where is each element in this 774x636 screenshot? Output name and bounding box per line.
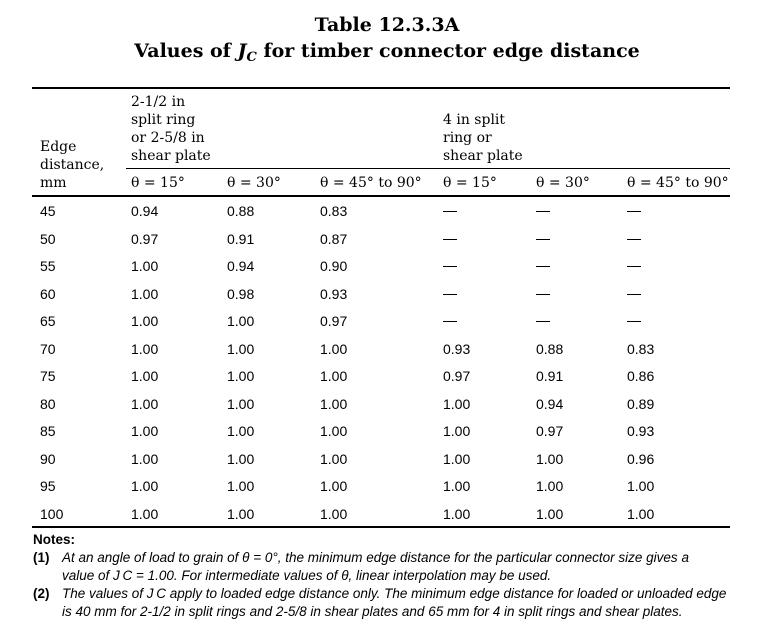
value-cell: 1.00 — [131, 285, 159, 302]
value-cell: 1.00 — [131, 505, 159, 522]
angle-header: θ = 30° — [536, 175, 590, 191]
value-cell: 1.00 — [320, 505, 348, 522]
value-cell: 1.00 — [627, 478, 655, 494]
header-line: 2-1/2 in — [131, 94, 186, 110]
edge-distance-cell: 50 — [40, 230, 56, 247]
value-cell: 0.96 — [627, 450, 655, 467]
title-symbol: J — [237, 40, 247, 62]
dash-cell — [443, 211, 457, 212]
dash-cell — [627, 239, 641, 240]
header-rule — [32, 195, 730, 197]
edge-distance-cell: 75 — [40, 368, 56, 384]
value-cell: 1.00 — [131, 368, 159, 384]
edge-distance-header — [40, 138, 104, 192]
group-rule — [126, 168, 730, 169]
value-cell: 0.90 — [320, 258, 348, 274]
value-cell: 1.00 — [227, 478, 255, 494]
value-cell: 1.00 — [443, 423, 471, 439]
value-cell: 1.00 — [320, 450, 348, 467]
title-suffix: for timber connector edge distance — [256, 40, 640, 62]
value-cell: 0.83 — [627, 340, 655, 357]
dash-cell — [627, 294, 641, 295]
header-line: mm — [40, 175, 67, 191]
edge-distance-cell: 90 — [40, 450, 56, 467]
edge-distance-cell: 100 — [40, 505, 64, 522]
value-cell: 0.97 — [131, 230, 159, 247]
edge-distance-cell: 65 — [40, 313, 56, 329]
value-cell: 1.00 — [131, 478, 159, 494]
dash-cell — [536, 294, 550, 295]
note-number: (1) — [33, 550, 50, 565]
dash-cell — [627, 266, 641, 267]
value-cell: 0.93 — [443, 340, 471, 357]
value-cell: 1.00 — [131, 258, 159, 274]
value-cell: 0.97 — [536, 423, 564, 439]
dash-cell — [443, 294, 457, 295]
value-cell: 1.00 — [227, 313, 255, 329]
table-title — [0, 40, 774, 65]
value-cell: 1.00 — [227, 340, 255, 357]
edge-distance-cell: 55 — [40, 258, 56, 274]
edge-distance-cell: 70 — [40, 340, 56, 357]
header-line: Edge — [40, 139, 77, 155]
note-number: (2) — [33, 586, 50, 601]
header-line: shear plate — [131, 148, 211, 164]
value-cell: 0.88 — [227, 203, 255, 219]
angle-header: θ = 30° — [227, 175, 281, 191]
note-text: The values of J C apply to loaded edge distance only. The minimum edge distance for loaded or unloaded edge — [62, 586, 727, 601]
angle-header: θ = 45° to 90° — [627, 175, 729, 191]
value-cell: 0.88 — [536, 340, 564, 357]
angle-header: θ = 15° — [131, 175, 185, 191]
value-cell: 1.00 — [227, 505, 255, 522]
value-cell: 0.91 — [536, 368, 564, 384]
header-line: shear plate — [443, 148, 523, 164]
value-cell: 0.97 — [320, 313, 348, 329]
value-cell: 1.00 — [227, 423, 255, 439]
dash-cell — [443, 266, 457, 267]
title-prefix: Values of — [134, 40, 238, 62]
dash-cell — [536, 211, 550, 212]
value-cell: 1.00 — [320, 478, 348, 494]
value-cell: 1.00 — [536, 450, 564, 467]
title-subscript: C — [246, 50, 257, 65]
dash-cell — [627, 211, 641, 212]
value-cell: 1.00 — [443, 395, 471, 412]
value-cell: 1.00 — [627, 505, 655, 522]
value-cell: 1.00 — [443, 478, 471, 494]
value-cell: 0.89 — [627, 395, 655, 412]
dash-cell — [536, 321, 550, 322]
value-cell: 1.00 — [227, 450, 255, 467]
edge-distance-cell: 85 — [40, 423, 56, 439]
value-cell: 0.83 — [320, 203, 348, 219]
value-cell: 0.93 — [627, 423, 655, 439]
value-cell: 1.00 — [131, 450, 159, 467]
value-cell: 1.00 — [536, 478, 564, 494]
value-cell: 0.93 — [320, 285, 348, 302]
value-cell: 1.00 — [320, 395, 348, 412]
value-cell: 0.97 — [443, 368, 471, 384]
edge-distance-cell: 45 — [40, 203, 56, 219]
value-cell: 1.00 — [320, 423, 348, 439]
value-cell: 0.91 — [227, 230, 255, 247]
value-cell: 0.98 — [227, 285, 255, 302]
angle-header: θ = 45° to 90° — [320, 175, 422, 191]
note-text: is 40 mm for 2-1/2 in split rings and 2-5/8 in shear plates and 65 mm for 4 in split rings and shear plates. — [62, 604, 683, 619]
value-cell: 1.00 — [131, 313, 159, 329]
value-cell: 1.00 — [536, 505, 564, 522]
value-cell: 1.00 — [443, 505, 471, 522]
value-cell: 1.00 — [320, 340, 348, 357]
edge-distance-cell: 95 — [40, 478, 56, 494]
dash-cell — [536, 239, 550, 240]
top-rule — [32, 87, 730, 89]
notes-title: Notes: — [33, 532, 76, 547]
note-text: At an angle of load to grain of θ = 0°, the minimum edge distance for the particular connector size gives a — [62, 550, 689, 565]
header-line: split ring — [131, 112, 196, 128]
split-ring-small-header — [131, 93, 211, 165]
header-line: distance, — [40, 157, 105, 173]
value-cell: 0.86 — [627, 368, 655, 384]
value-cell: 1.00 — [227, 395, 255, 412]
dash-cell — [536, 266, 550, 267]
value-cell: 1.00 — [320, 368, 348, 384]
value-cell: 1.00 — [131, 423, 159, 439]
edge-distance-cell: 60 — [40, 285, 56, 302]
angle-header: θ = 15° — [443, 175, 497, 191]
split-ring-large-header — [443, 111, 523, 165]
dash-cell — [443, 321, 457, 322]
value-cell: 0.94 — [227, 258, 255, 274]
dash-cell — [443, 239, 457, 240]
dash-cell — [627, 321, 641, 322]
value-cell: 0.94 — [536, 395, 564, 412]
header-line: ring or — [443, 130, 492, 146]
value-cell: 1.00 — [227, 368, 255, 384]
bottom-rule — [32, 526, 730, 528]
value-cell: 1.00 — [131, 340, 159, 357]
note-text: value of J C = 1.00. For intermediate values of θ, linear interpolation may be used. — [62, 568, 552, 583]
notes-heading — [33, 531, 75, 549]
table-number: Table 12.3.3A — [314, 14, 460, 36]
header-line: or 2-5/8 in — [131, 130, 205, 146]
edge-distance-cell: 80 — [40, 395, 56, 412]
value-cell: 1.00 — [443, 450, 471, 467]
header-line: 4 in split — [443, 112, 506, 128]
value-cell: 1.00 — [131, 395, 159, 412]
value-cell: 0.94 — [131, 203, 159, 219]
value-cell: 0.87 — [320, 230, 348, 247]
